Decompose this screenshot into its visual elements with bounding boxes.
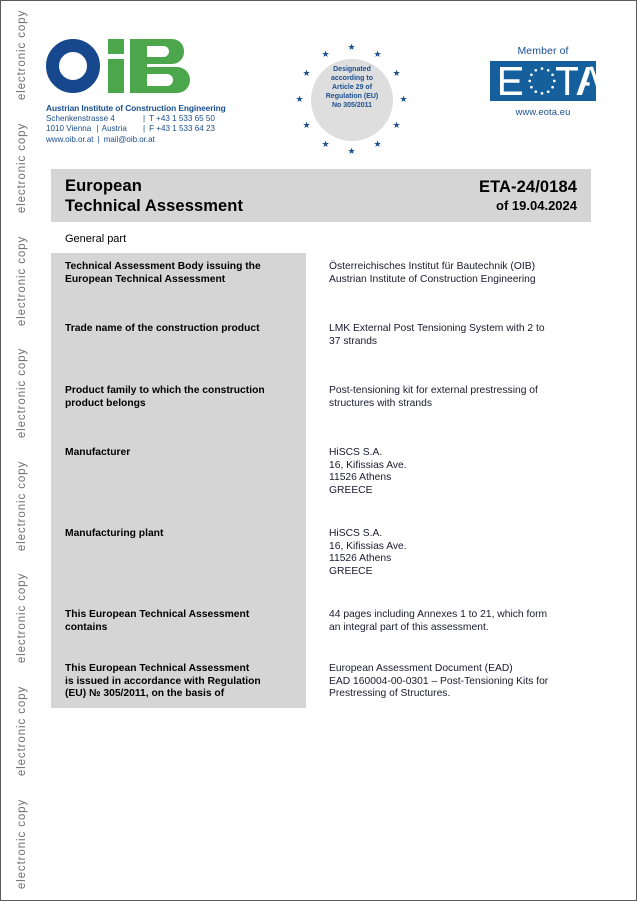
eu-badge-line-3: Article 29 of (331, 83, 373, 91)
table-row-value-text: LMK External Post Tensioning System with 2 to 37 strands (329, 323, 545, 347)
eota-member-block (478, 45, 608, 117)
table-row-label (51, 601, 306, 655)
eota-logo-icon (490, 61, 596, 101)
table-row-value (306, 439, 591, 520)
document-title-line-1: European (65, 176, 142, 195)
oib-web-email (46, 135, 276, 146)
eu-star-icon: ★ (321, 139, 330, 150)
document-title-line-2: Technical Assessment (65, 196, 244, 215)
oib-contact-info (46, 103, 276, 145)
table-row-label (51, 439, 306, 520)
table-row-label-text: Manufacturing plant (65, 528, 164, 539)
table-row-value-text: European Assessment Document (EAD) EAD 160004-00-0301 – Post-Tensioning Kits for Prestressing of Structures. (329, 663, 549, 700)
watermark-text: electronic copy (16, 460, 28, 551)
eota-url-link[interactable]: www.eota.eu (515, 106, 571, 117)
document-title (65, 176, 243, 216)
table-row (51, 655, 591, 708)
oib-fax: F +43 1 533 64 23 (149, 124, 216, 134)
oib-divider-city: | (96, 124, 99, 134)
oib-logo-block (46, 37, 276, 145)
watermark-text: electronic copy (16, 10, 28, 101)
eu-badge-text (311, 66, 393, 111)
table-row-value (306, 655, 591, 708)
table-row (51, 315, 591, 377)
table-row-value (306, 315, 591, 377)
oib-letter-b-top-counter (147, 46, 169, 57)
table-row-label (51, 520, 306, 601)
table-row-label (51, 253, 306, 315)
eu-badge-line-5: No 305/2011 (331, 101, 373, 109)
eu-star-icon: ★ (392, 68, 401, 78)
table-row-label-text: Product family to which the construction product belongs (65, 385, 265, 409)
eu-star-icon: ★ (321, 48, 330, 59)
table-row (51, 377, 591, 439)
eu-star-icon: ★ (347, 146, 356, 156)
table-row-value (306, 520, 591, 601)
table-row-value-text: HiSCS S.A. 16, Kifissias Ave. 11526 Athens GREECE (329, 447, 407, 496)
table-row-value-text: 44 pages including Annexes 1 to 21, which form an integral part of this assessment. (329, 609, 548, 633)
table-row-label (51, 655, 306, 708)
oib-address-line-1 (46, 114, 276, 125)
oib-divider-1: | (143, 113, 146, 123)
eu-star-icon: ★ (399, 94, 408, 104)
watermark-text: electronic copy (16, 348, 28, 439)
oib-website-link[interactable]: www.oib.or.at (46, 134, 94, 144)
table-row-label-text: Technical Assessment Body issuing the European Technical Assessment (65, 261, 261, 285)
table-row-label (51, 315, 306, 377)
watermark-text: electronic copy (16, 235, 28, 326)
watermark-text: electronic copy (16, 122, 28, 214)
eu-badge-line-4: Regulation (EU) (325, 92, 379, 100)
eu-designation-badge (289, 43, 415, 159)
table-row-label-text: Trade name of the construction product (65, 323, 260, 334)
oib-divider-3: | (97, 134, 100, 144)
general-part-table (51, 253, 591, 708)
oib-logo-icon (46, 37, 226, 95)
oib-email-link[interactable]: mail@oib.or.at (103, 134, 155, 144)
table-row-value-text: Post-tensioning kit for external prestressing of structures with strands (329, 385, 538, 409)
table-row (51, 601, 591, 655)
watermark-text: electronic copy (16, 573, 28, 664)
oib-country: Austria (101, 124, 127, 134)
eu-star-icon: ★ (302, 68, 311, 78)
eu-star-icon: ★ (373, 48, 382, 59)
oib-letter-o (46, 39, 100, 93)
watermark-text: electronic copy (16, 685, 28, 777)
eu-badge-line-1: Designated (333, 66, 371, 73)
eu-star-icon: ★ (392, 120, 401, 130)
table-row-label-text: Manufacturer (65, 447, 131, 458)
table-row-value (306, 253, 591, 315)
table-row-label (51, 377, 306, 439)
table-row-value (306, 601, 591, 655)
oib-letter-b-bottom-counter (147, 74, 173, 86)
oib-letter-i-stem (108, 59, 124, 93)
eu-star-icon: ★ (295, 94, 304, 104)
document-header (1, 1, 637, 169)
eota-member-label: Member of (517, 45, 569, 57)
oib-letter-b (130, 39, 192, 93)
table-row (51, 439, 591, 520)
eu-star-icon: ★ (373, 139, 382, 150)
table-row (51, 253, 591, 315)
eu-star-icon: ★ (302, 120, 311, 130)
eta-date: of 19.04.2024 (496, 197, 577, 213)
oib-street: Schenkenstrasse 4 (46, 113, 115, 123)
general-part-caption: General part (65, 233, 127, 245)
oib-institute-name: Austrian Institute of Construction Engineering (46, 103, 226, 113)
table-row-value-text: HiSCS S.A. 16, Kifissias Ave. 11526 Athens GREECE (329, 528, 407, 577)
eta-identifier-block (479, 177, 577, 215)
watermark-text: electronic copy (16, 798, 28, 889)
oib-phone: T +43 1 533 65 50 (149, 113, 215, 123)
document-title-bar (51, 169, 591, 222)
oib-divider-2: | (143, 124, 146, 134)
table-row-value-text: Österreichisches Institut für Bautechnik (OIB) Austrian Institute of Construction Engineering (329, 261, 536, 285)
oib-city: 1010 Vienna (46, 124, 94, 134)
eu-star-icon: ★ (347, 42, 356, 52)
oib-address-line-2 (46, 124, 276, 135)
table-row-label-text: This European Technical Assessment contains (65, 609, 250, 633)
table-row-label-text: This European Technical Assessment is issued in accordance with Regulation (EU) № 305/2011, on the basis of (65, 663, 261, 700)
table-row-value (306, 377, 591, 439)
eu-badge-line-2: according to (330, 74, 373, 82)
oib-city-country (46, 124, 142, 135)
oib-letter-i-dot (108, 39, 124, 54)
eta-number: ETA-24/0184 (478, 177, 577, 196)
table-row (51, 520, 591, 601)
